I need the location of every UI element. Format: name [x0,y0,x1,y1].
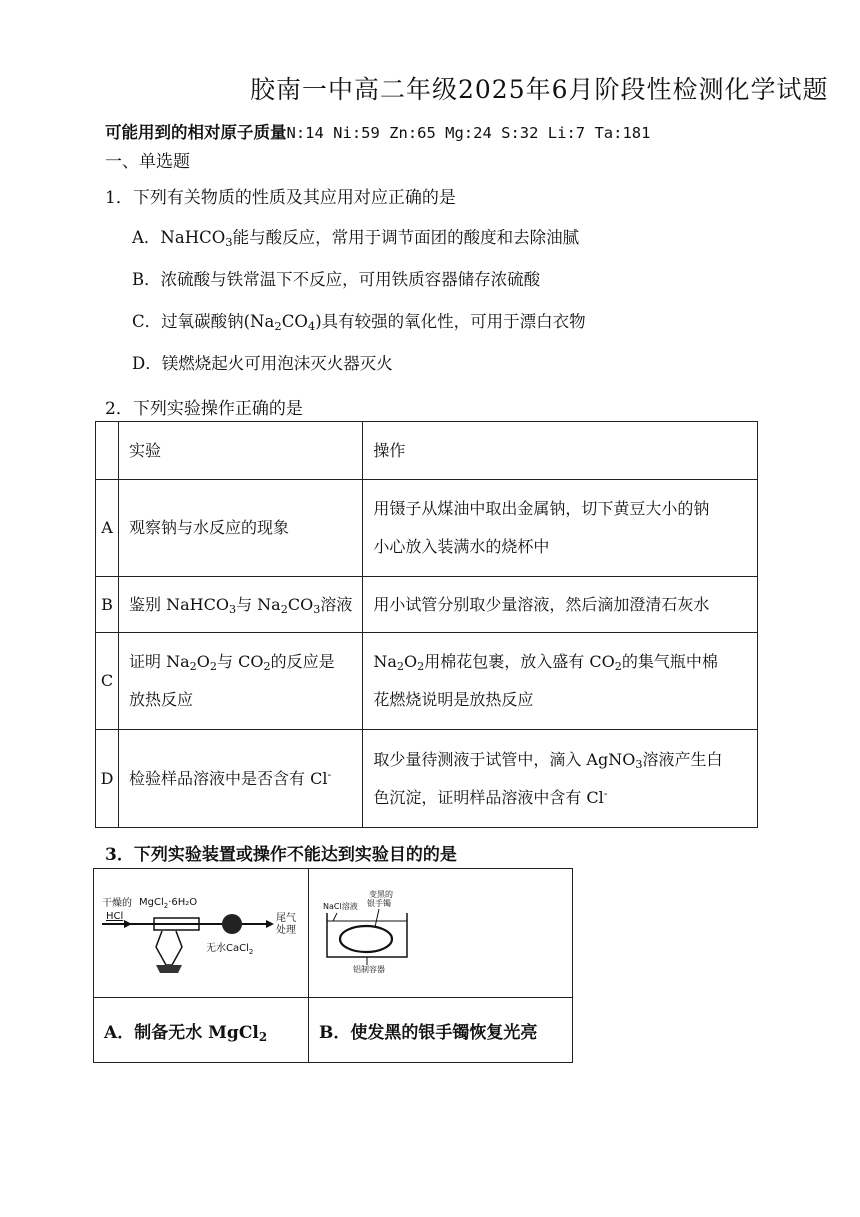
apparatus-figure-b [309,869,573,998]
row-experiment: 鉴别 NaHCO$_3$与 $Na_2CO_3$溶液 [119,577,363,633]
heating-lamp [156,931,182,965]
row-operation: 取少量待测液于试管中，滴入 AgNO$_3$溶液产生白 色沉淀，证明样品溶液中含有 Cl- [363,730,758,828]
label-mgcl2-hydrate: MgCl$_2$·6H₂O [139,897,198,910]
inlet-arrow [124,920,132,928]
row-label: C [96,633,119,730]
table-row [96,577,758,633]
outlet-arrow [266,920,274,928]
table-row [96,730,758,828]
table-row [96,633,758,730]
row-operation: 用小试管分别取少量溶液，然后滴加澄清石灰水 [363,577,758,633]
label-tail-2: 处理 [276,925,296,936]
label-dry: 干燥的 [102,898,132,909]
row-label: A [96,480,119,577]
row-experiment: 观察钠与水反应的现象 [119,480,363,577]
label-foil-1: 变黑的 [369,890,393,899]
header-experiment: 实验 [119,422,363,480]
row-label: B [96,577,119,633]
label-hcl: HCl [106,911,124,922]
atomic-mass-label: 可能用到的相对原子质量 [105,123,287,142]
question-1-stem: 1．下列有关物质的性质及其应用对应正确的是 [105,188,456,208]
apparatus-b-diagram [309,869,571,997]
header-operation: 操作 [363,422,758,480]
label-nacl: NaCl溶液 [323,902,358,911]
question-3-stem: 3．下列实验装置或操作不能达到实验目的的是 [105,845,457,865]
question-1-option-b: B．浓硫酸与铁常温下不反应，可用铁质容器储存浓硫酸 [132,270,541,289]
label-tail-1: 尾气 [276,913,296,924]
question-2-stem: 2．下列实验操作正确的是 [105,399,303,419]
row-operation: 用镊子从煤油中取出金属钠，切下黄豆大小的钠 小心放入装满水的烧杯中 [363,480,758,577]
label-foil-2: 银手镯 [367,899,391,908]
question-1-option-c: C．过氧碳酸钠$(Na_2CO_4)$具有较强的氧化性，可用于漂白衣物 [132,312,586,333]
apparatus-figure-a [94,869,309,998]
row-operation: $Na_2O_2$用棉花包裹，放入盛有 $CO_2$的集气瓶中棉 花燃烧说明是放热反应 [363,633,758,730]
table-row [96,480,758,577]
label-cacl2: 无水CaCl$_2$ [206,943,254,956]
section-heading: 一、单选题 [105,152,190,172]
row-experiment: 证明 $Na_2O_2$与 $CO_2$的反应是 放热反应 [119,633,363,730]
container [327,913,407,957]
apparatus-a-diagram [94,869,308,997]
lamp-base [156,965,182,973]
question-2-table [95,421,758,828]
question-1-option-a: A．NaHCO$_3$能与酸反应，常用于调节面团的酸度和去除油腻 [132,228,580,249]
bracelet [340,926,392,952]
header-blank-cell [96,422,119,480]
row-experiment: 检验样品溶液中是否含有 Cl- [119,730,363,828]
atomic-mass-values: N:14 Ni:59 Zn:65 Mg:24 S:32 Li:7 Ta:181 [286,124,651,142]
caption-b: B．使发黑的银手镯恢复光亮 [309,998,573,1063]
question-3-table [93,868,573,1063]
drying-bulb [222,914,242,934]
page-title: 胶南一中高二年级2025年6月阶段性检测化学试题 [250,75,829,104]
table-header-row [96,422,758,480]
atomic-mass-line [105,119,650,143]
label-base: 铝制容器 [353,965,385,974]
caption-a: A．制备无水 MgCl$_2$ [94,998,309,1063]
question-1-option-d: D．镁燃烧起火可用泡沫灭火器灭火 [132,354,393,373]
row-label: D [96,730,119,828]
